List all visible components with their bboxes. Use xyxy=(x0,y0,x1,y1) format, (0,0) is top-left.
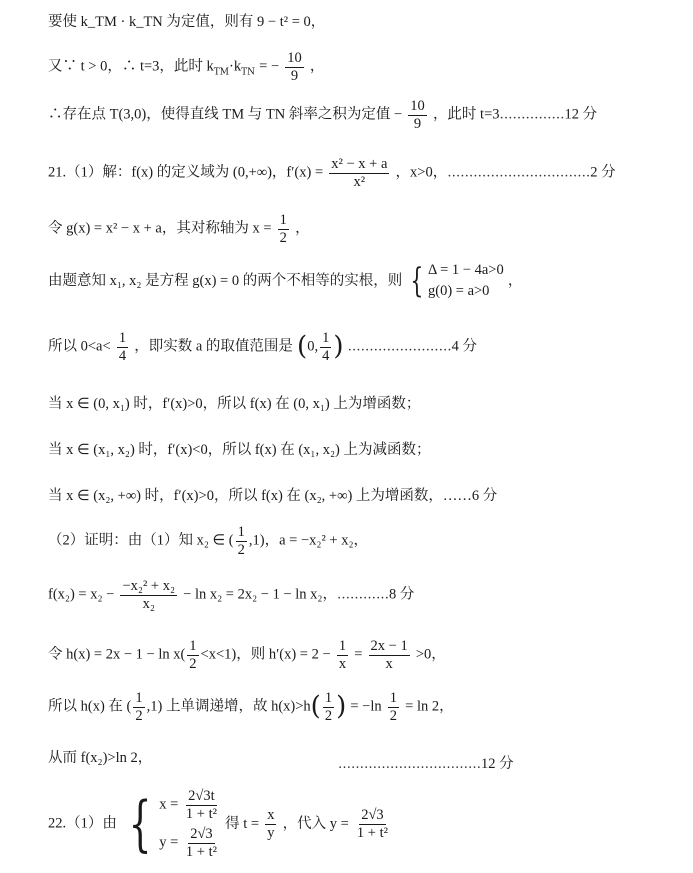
system-row xyxy=(159,788,221,822)
text: ,1)，a = −x₂² + x₂， xyxy=(248,532,369,549)
fraction xyxy=(236,524,247,558)
numerator: 2x − 1 xyxy=(370,638,408,654)
line-4 xyxy=(48,156,616,190)
text: ，此时 t=3 xyxy=(432,106,500,123)
denominator: 1 + t² xyxy=(185,844,217,861)
numerator: 1 xyxy=(324,690,333,706)
denominator: y xyxy=(267,824,275,841)
text: 当 x ∈ (x₂, +∞) 时，f′(x)>0，所以 f(x) 在 (x₂, +∞) 上为增函数，……6 分 xyxy=(48,488,498,504)
fraction xyxy=(133,690,144,724)
line-12 xyxy=(48,578,414,612)
fraction xyxy=(184,788,219,822)
text: f(x₂) = x₂ − xyxy=(48,586,115,603)
line-10 xyxy=(48,488,497,505)
left-paren-icon: ( xyxy=(297,331,308,362)
denominator: 9 xyxy=(413,115,422,132)
subscript: TN xyxy=(241,67,255,78)
denominator: 4 xyxy=(118,347,127,364)
denominator: x xyxy=(338,655,347,672)
line-2 xyxy=(48,50,324,84)
denominator: 2 xyxy=(237,541,245,558)
text: 得 t = xyxy=(225,815,260,832)
score: 4 分 xyxy=(451,338,477,355)
text: = ln 2， xyxy=(405,698,454,715)
text: 所以 h(x) 在 ( xyxy=(48,698,132,715)
line-14 xyxy=(48,690,454,724)
numerator: 1 xyxy=(279,212,287,228)
denominator: 2 xyxy=(389,707,398,724)
system-brace xyxy=(406,262,503,301)
system-row xyxy=(159,826,221,860)
numerator: 2√3 xyxy=(361,807,384,824)
denominator: 1 + t² xyxy=(185,805,217,822)
text: ∴存在点 T(3,0)，使得直线 TM 与 TN 斜率之积为定值 − xyxy=(48,106,403,123)
text: 从而 f(x₂)>ln 2， xyxy=(48,750,153,766)
text: 21.（1）解：f(x) 的定义域为 (0,+∞)，f′(x) = xyxy=(48,164,324,181)
subscript: TM xyxy=(213,67,230,78)
numerator: 1 xyxy=(118,330,127,346)
denominator: 2 xyxy=(189,655,197,672)
fraction xyxy=(285,50,304,84)
numerator: 10 xyxy=(287,50,302,66)
text: = −ln xyxy=(350,698,382,715)
score: 8 分 xyxy=(388,586,415,603)
numerator: 2√3t xyxy=(188,788,215,804)
dot-leader: …………………… xyxy=(347,339,452,355)
numerator: 1 xyxy=(237,524,245,540)
fraction xyxy=(265,807,276,841)
score: 12 分 xyxy=(481,756,514,772)
numerator: 1 xyxy=(189,638,197,654)
dot-leader: ………… xyxy=(336,587,389,603)
dot-leader: …………………………… xyxy=(338,757,481,772)
fraction xyxy=(323,690,334,724)
numerator: 10 xyxy=(410,98,425,114)
line-13 xyxy=(48,638,446,672)
numerator: x² − x + a xyxy=(331,156,388,172)
fraction xyxy=(117,330,128,364)
fraction xyxy=(408,98,427,132)
fraction xyxy=(369,638,410,672)
text: 令 g(x) = x² − x + a，其对称轴为 x = xyxy=(48,220,272,237)
numerator: x xyxy=(267,807,275,824)
text: ， xyxy=(507,272,523,289)
dot-leader: …………… xyxy=(499,107,565,123)
text: <x<1)，则 h′(x) = 2 − xyxy=(200,646,331,663)
denominator: 2 xyxy=(135,707,143,724)
denominator: 4 xyxy=(322,347,330,364)
text: 22.（1）由 xyxy=(48,815,117,832)
fraction xyxy=(320,330,331,364)
right-paren-icon: ) xyxy=(333,331,344,362)
text: 所以 0<a< xyxy=(48,338,111,355)
text: = − xyxy=(259,58,280,75)
text: ，x>0， xyxy=(395,164,448,181)
system-brace xyxy=(121,788,221,861)
denominator: 1 + t² xyxy=(356,824,388,841)
numerator: 1 xyxy=(135,690,143,706)
line-1 xyxy=(48,14,325,31)
denominator: 2 xyxy=(324,707,333,724)
left-brace-icon: { xyxy=(410,261,424,302)
dot-leader: …………………………… xyxy=(447,165,591,181)
text: ，即实数 a 的取值范围是 xyxy=(134,338,293,355)
left-paren-icon: ( xyxy=(310,691,321,722)
text: 当 x ∈ (0, x₁) 时，f′(x)>0，所以 f(x) 在 (0, x₁) 上为增函数； xyxy=(48,396,421,412)
right-paren-icon: ) xyxy=(336,691,347,722)
text: y = xyxy=(159,834,179,851)
text: ，代入 y = xyxy=(282,815,349,832)
text: ·k xyxy=(229,58,242,75)
text: ， xyxy=(295,220,310,237)
system-rows xyxy=(159,788,221,861)
text: x = xyxy=(159,796,179,813)
line-9 xyxy=(48,442,431,459)
text: ,1) 上单调递增，故 h(x)>h xyxy=(146,698,311,715)
line-11 xyxy=(48,524,368,558)
line-7 xyxy=(48,330,477,364)
fraction xyxy=(187,638,198,672)
text: 要使 k_TM · k_TN 为定值，则有 9 − t² = 0， xyxy=(48,14,326,30)
line-16 xyxy=(48,788,392,861)
line-8 xyxy=(48,396,420,413)
text: （2）证明：由（1）知 x₂ ∈ ( xyxy=(48,532,234,549)
denominator: x² xyxy=(353,173,366,190)
system-rows xyxy=(428,262,504,301)
system-row: g(0) = a>0 xyxy=(427,283,490,300)
text: 又∵ t > 0，∴ t=3，此时 k xyxy=(48,58,214,75)
fraction xyxy=(388,690,399,724)
left-brace-icon: { xyxy=(128,789,152,860)
numerator: 1 xyxy=(322,330,330,346)
numerator: 1 xyxy=(389,690,398,706)
fraction xyxy=(355,807,390,841)
text: − ln x₂ = 2x₂ − 1 − ln x₂， xyxy=(183,586,337,603)
system-row: Δ = 1 − 4a>0 xyxy=(427,262,504,278)
numerator: 1 xyxy=(338,638,347,654)
score: 2 分 xyxy=(590,164,616,181)
score: 12 分 xyxy=(564,106,598,123)
line-15 xyxy=(48,750,152,767)
fraction xyxy=(120,578,177,612)
denominator: x xyxy=(385,655,393,672)
denominator: x₂ xyxy=(142,595,155,612)
denominator: 9 xyxy=(290,67,299,84)
line-3 xyxy=(48,98,597,132)
numerator: 2√3 xyxy=(190,826,213,843)
text: 令 h(x) = 2x − 1 − ln x( xyxy=(48,646,186,663)
text: 0, xyxy=(307,338,319,355)
text: 由题意知 x₁, x₂ 是方程 g(x) = 0 的两个不相等的实根，则 xyxy=(48,272,403,289)
numerator: −x₂² + x₂ xyxy=(122,578,176,594)
fraction xyxy=(184,826,219,860)
fraction xyxy=(278,212,289,246)
denominator: 2 xyxy=(279,229,287,246)
text: >0， xyxy=(415,646,446,663)
fraction xyxy=(329,156,389,190)
line-5 xyxy=(48,212,310,246)
line-15-score xyxy=(338,756,514,773)
text: 当 x ∈ (x₁, x₂) 时，f′(x)<0，所以 f(x) 在 (x₁, x₂) 上为减函数； xyxy=(48,442,431,458)
line-6 xyxy=(48,262,522,301)
text: = xyxy=(354,646,363,663)
text: ， xyxy=(309,58,325,75)
fraction xyxy=(337,638,348,672)
